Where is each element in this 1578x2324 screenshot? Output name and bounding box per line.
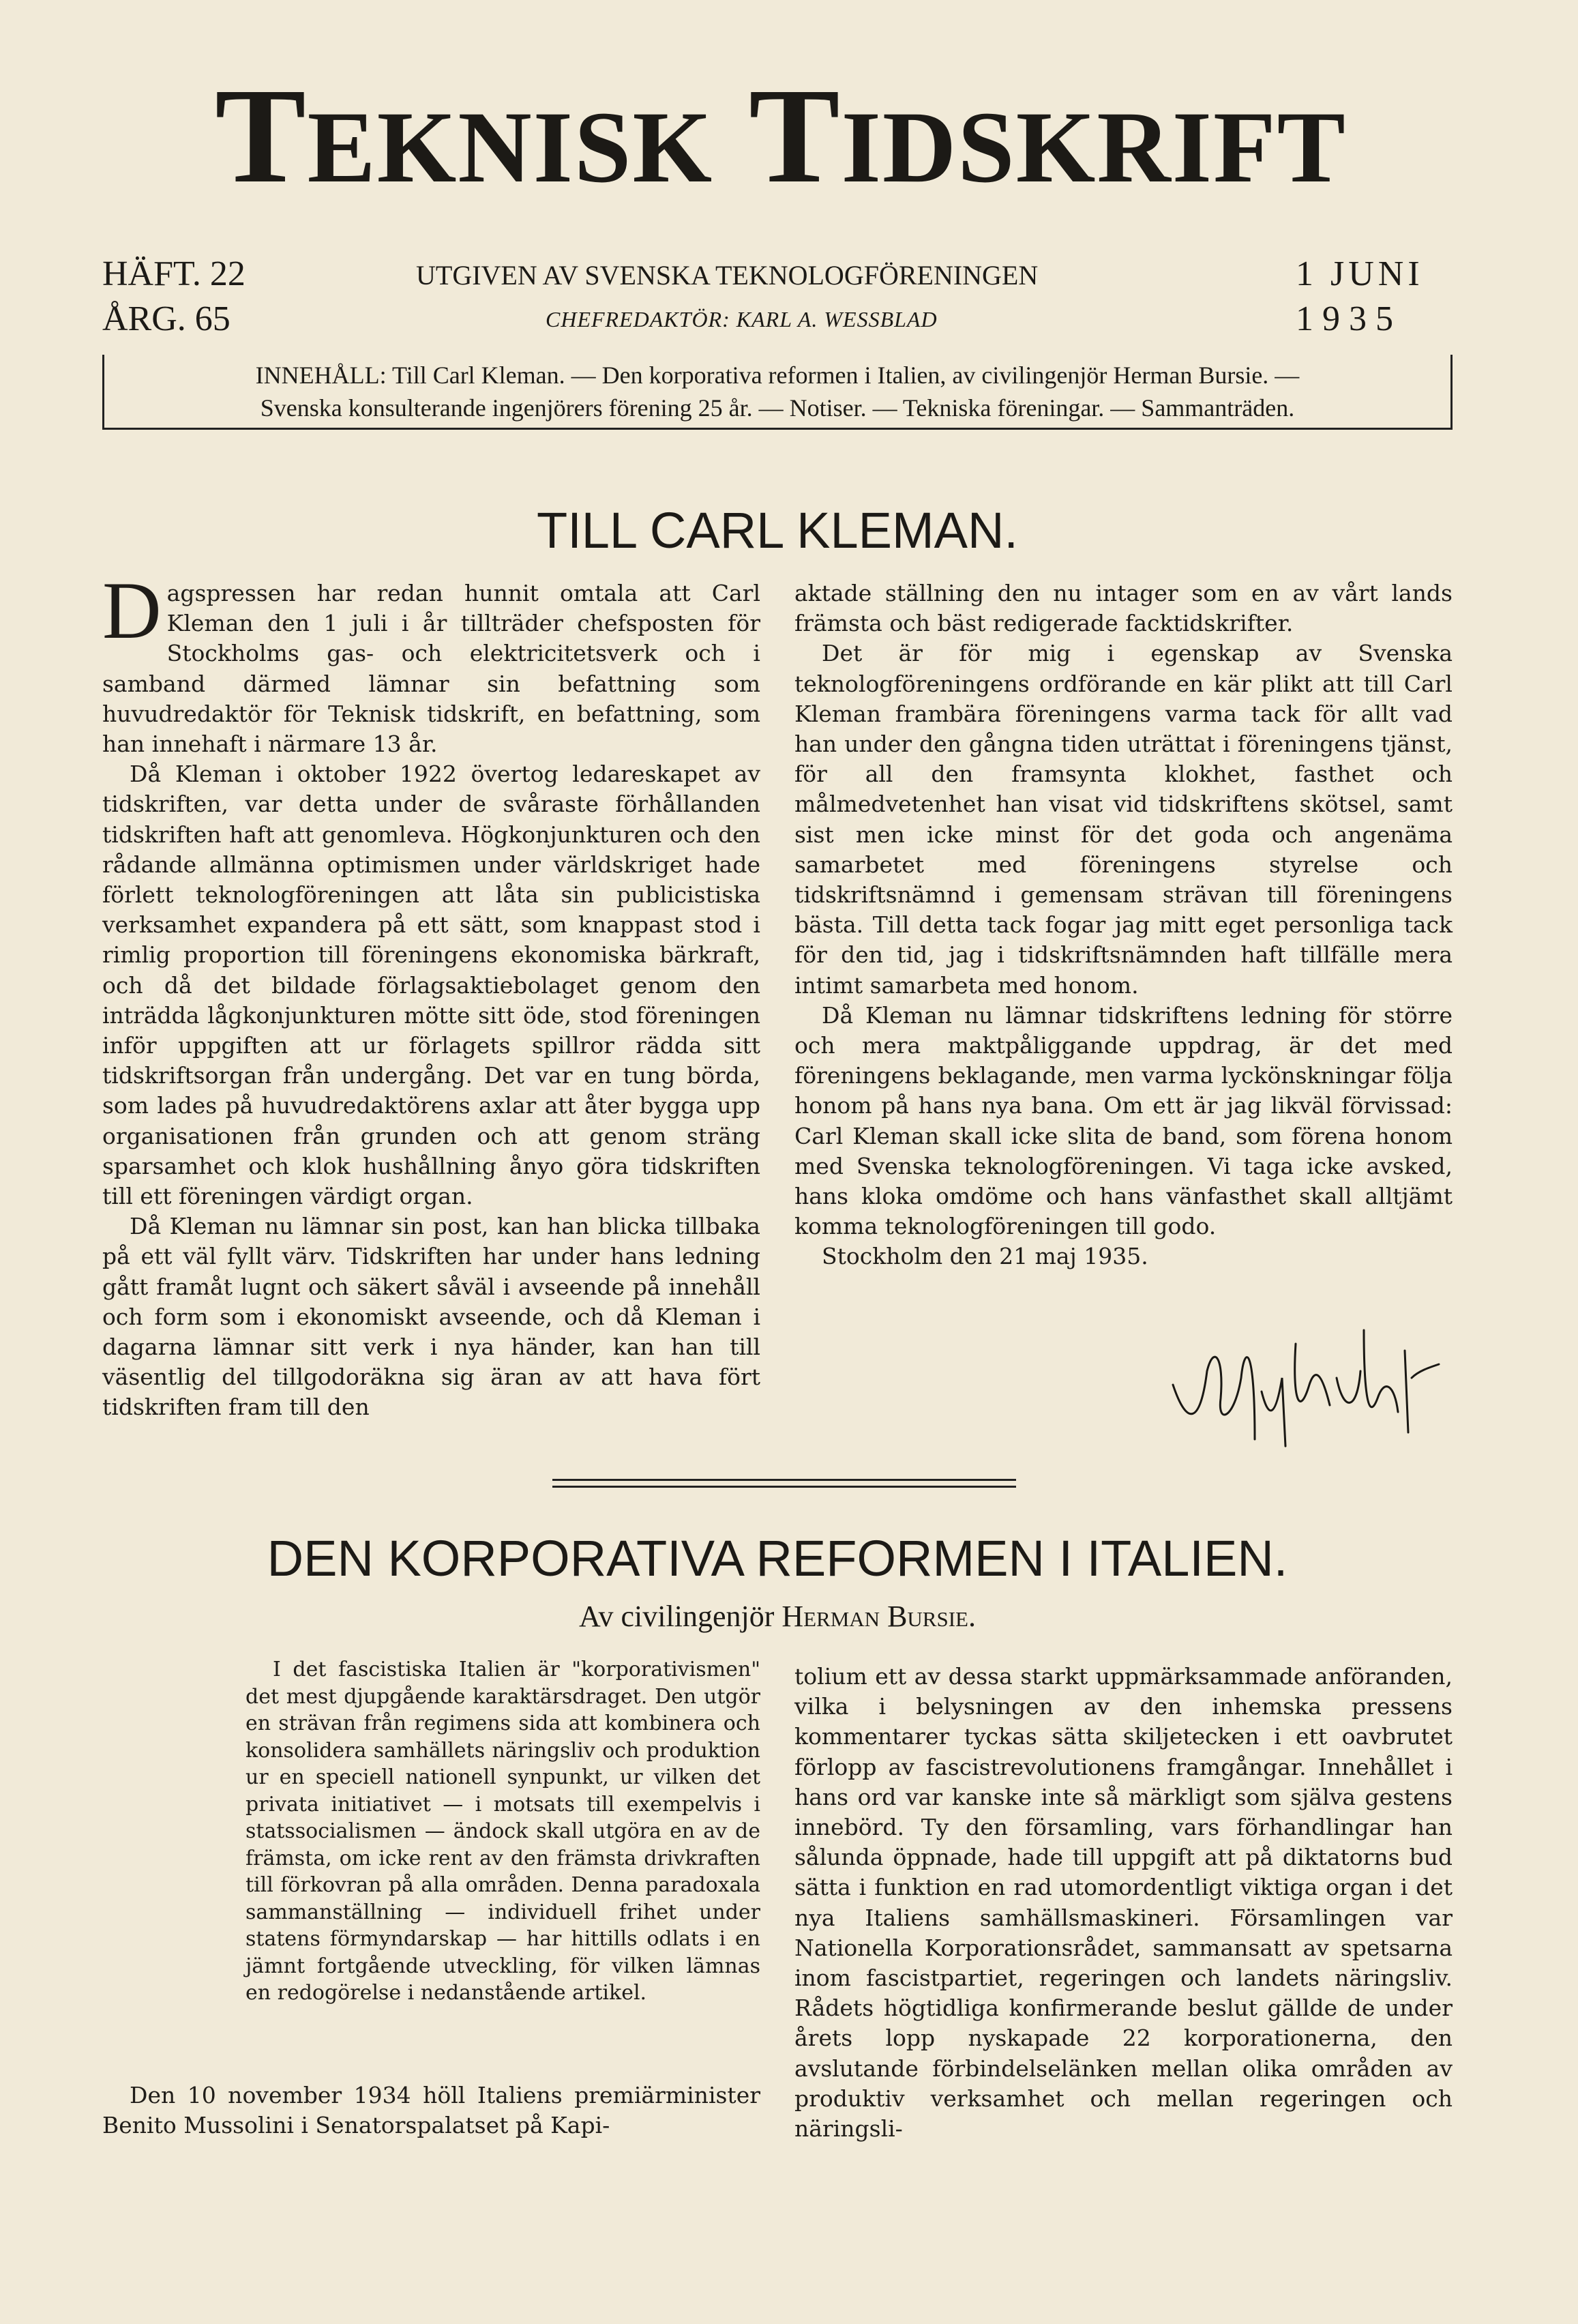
- publisher-line: UTGIVEN AV SVENSKA TEKNOLOGFÖRENINGEN: [416, 260, 1039, 291]
- article-2-p2: tolium ett av dessa starkt uppmärksammade anföranden, vilka i belysningen av den inhemska pressens kommentarer tyckas sätta skiljetecken i ett oavbrutet förlopp av fascistrevolutionens framgångar. Innehållet i hans ord var kanske inte så märkligt som själva gestens innebörd. Ty den församling, vars förhandlingar han sålunda öppnade, hade till uppgift att på diktatorns bud sätta i funktion en rad utomordentligt viktiga organ i det nya Italiens samhällsmaskineri. Församlingen var Nationella Korporationsrådet, sammansatt av spetsarna inom fascistpartiet, regeringen och landets näringsliv. Rådets högtidliga konfirmerande beslut gällde de under årets lopp nyskapade 22 korporationerna, den avslutande förbindelselänken mellan olika områden av produktiv verksamhet och mellan regeringen och näringsli-: [794, 1663, 1453, 2143]
- article-1-p4: aktade ställning den nu intager som en av vårt lands främsta och bäst redigerade facktidskrifter.: [794, 580, 1453, 637]
- article-1-column-right: [794, 578, 1453, 1272]
- issue-number: HÄFT. 22: [102, 254, 245, 293]
- article-2-column-left: [102, 2080, 760, 2141]
- article-2-lead-text: I det fascistiska Italien är "korporativismen" det mest djupgående karaktärsdraget. Den utgör en strävan från regimens sida att kombinera och konsolidera samhällets näringsliv och produktion ur en speciell nationell synpunkt, ur vilken det privata initiativet — i motsats till exempelvis i statssocialismen — ändock skall utgöra en av de främsta, om icke rent av den främsta drivkraften till förkovran på alla områden. Denna paradoxala sammanställning — individuell frihet under statens förmyndarskap — har hittills odlats i en jämnt fortgående utveckling, för vilken lämnas en redogörelse i nedanstående artikel.: [245, 1658, 760, 2005]
- article-1-p5: Det är för mig i egenskap av Svenska teknologföreningens ordförande en kär plikt att till Carl Kleman frambära föreningens varma tack för allt vad han under den gångna tiden uträttat i föreningens tjänst, för all den framsynta klokhet, fasthet och målmedvetenhet han visat vid tidskriftens skötsel, samt sist men icke minst för det goda och angenäma samarbetet med föreningens styrelse och tidskriftsnämnd i gemensam strävan till föreningens bästa. Till detta tack fogar jag mitt eget personliga tack för den tid, jag i tidskriftsnämnden haft tillfälle mera intimt samarbeta med honom.: [794, 640, 1453, 999]
- article-1-place-date: Stockholm den 21 maj 1935.: [822, 1243, 1148, 1270]
- contents-line-2: Svenska konsulterande ingenjörers förening 25 år. — Notiser. — Tekniska föreningar. — Sammanträden.: [260, 394, 1295, 422]
- editor-line: CHEFREDAKTÖR: KARL A. WESSBLAD: [546, 307, 938, 332]
- masthead-initial-1: T: [215, 61, 308, 211]
- article-1-p3: Då Kleman nu lämnar sin post, kan han blicka tillbaka på ett väl fyllt värv. Tidskriften har under hans ledning gått framåt lugnt och säkert såväl i avseende på innehåll och form som i ekonomiskt avseende, och då Kleman i dagarna lämnar sitt verk i nya händer, kan han till väsentlig del tillgodoräkna sig äran av att hava fört tidskriften fram till den: [102, 1213, 760, 1421]
- drop-cap: D: [102, 565, 162, 656]
- byline-prefix: Av civilingenjör: [579, 1600, 775, 1633]
- article-1-p6: Då Kleman nu lämnar tidskriftens ledning för större och mera maktpåliggande uppdrag, är det med föreningens beklagande, men varma lyckönskningar följa honom på hans nya bana. Om ett är jag likväl förvissad: Carl Kleman skall icke slita de band, som förena honom med Svenska teknologföreningen. Vi taga icke avsked, hans kloka omdöme och hans vänfasthet skall alltjämt komma teknologföreningen till godo.: [794, 1001, 1453, 1240]
- issue-year: 1 9 3 5: [1296, 299, 1393, 338]
- masthead-initial-2: T: [749, 61, 842, 211]
- article-1-column-left: [102, 565, 760, 1423]
- issue-date: 1 JUNI: [1296, 254, 1424, 293]
- contents-line-1: INNEHÅLL: Till Carl Kleman. — Den korporativa reformen i Italien, av civilingenjör Herman Bursie. —: [255, 362, 1300, 389]
- handwritten-signature: [1159, 1303, 1446, 1460]
- article-1-paragraph: [102, 565, 760, 759]
- masthead-title: [102, 61, 1459, 211]
- section-divider-top: [552, 1479, 1016, 1481]
- article-2-lead: [245, 1656, 760, 2007]
- masthead-word-1: EKNISK: [307, 91, 714, 204]
- article-1-title: TILL CARL KLEMAN.: [537, 502, 1018, 559]
- table-of-contents: [102, 355, 1453, 430]
- article-2-title: DEN KORPORATIVA REFORMEN I ITALIEN.: [267, 1530, 1288, 1587]
- masthead-word-2: IDSKRIFT: [841, 91, 1347, 204]
- article-1-p1: agspressen har redan hunnit omtala att Carl Kleman den 1 juli i år tillträder chefsposten för Stockholms gas- och elektricitetsverk och i samband därmed lämnar sin befattning som huvudredaktör för Teknisk tidskrift, en befattning, som han innehaft i närmare 13 år.: [102, 580, 760, 758]
- article-2-p1: Den 10 november 1934 höll Italiens premiärminister Benito Mussolini i Senatorspalatset på Kapi-: [102, 2082, 760, 2139]
- section-divider-bottom: [552, 1486, 1016, 1488]
- byline-author: Herman Bursie.: [781, 1600, 976, 1633]
- article-2-column-right: [794, 1662, 1453, 2144]
- article-2-byline: [102, 1599, 1453, 1634]
- volume-number: ÅRG. 65: [102, 299, 230, 338]
- article-1-p2: Då Kleman i oktober 1922 övertog ledareskapet av tidskriften, var detta under de svåraste förhållanden tidskriften haft att genomleva. Högkonjunkturen och den rådande allmänna optimismen under världskriget hade förlett teknologföreningen att låta sin publicistiska verksamhet expandera på ett sätt, som knappast stod i rimlig proportion till föreningens ekonomiska bärkraft, och då det bildade förlagsaktiebolaget genom den inträdda lågkonjunkturen mötte sitt öde, stod föreningen inför uppgiften att ur förlagets spillror rädda sitt tidskriftsorgan från undergång. Det var en tung börda, som lades på huvudredaktörens axlar att åter bygga upp organisationen från grunden och att genom sträng sparsamhet och klok hushållning ånyo göra tidskriften till ett föreningen värdigt organ.: [102, 761, 760, 1210]
